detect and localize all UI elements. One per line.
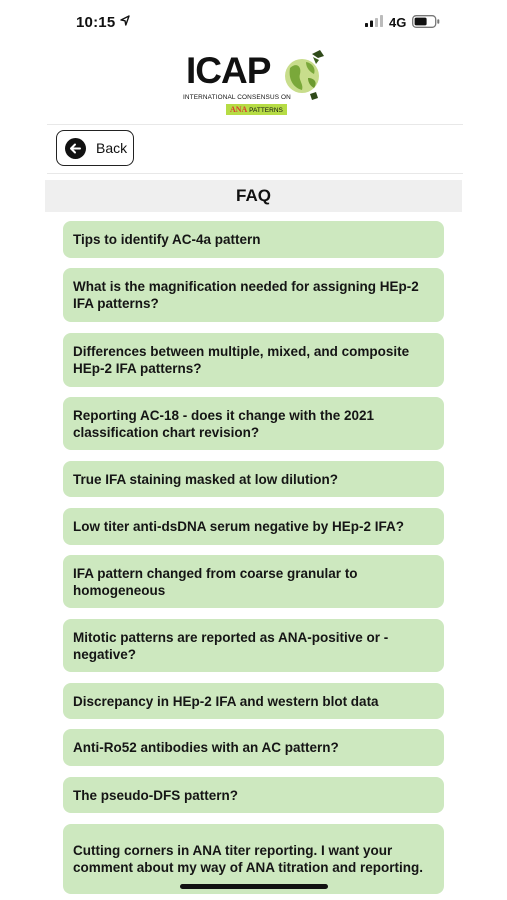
- logo-title: ICAP: [186, 50, 271, 91]
- faq-item[interactable]: [63, 729, 444, 766]
- faq-item[interactable]: [63, 555, 444, 608]
- faq-item[interactable]: [63, 221, 444, 258]
- logo-patterns-text: PATTERNS: [249, 107, 283, 114]
- location-arrow-icon: [120, 15, 130, 26]
- divider: [47, 124, 463, 125]
- faq-item[interactable]: [63, 777, 444, 813]
- arrow-left-icon: [65, 138, 86, 159]
- faq-item[interactable]: [63, 508, 444, 545]
- faq-item-label: Cutting corners in ANA titer reporting. I want your comment about my way of ANA titration and reporting.: [73, 843, 424, 875]
- icap-logo: [180, 42, 330, 120]
- logo-subtitle: INTERNATIONAL CONSENSUS ON: [183, 94, 291, 101]
- battery-icon: [412, 15, 440, 28]
- faq-item-label: True IFA staining masked at low dilution?: [73, 471, 339, 487]
- faq-item-label: The pseudo-DFS pattern?: [73, 787, 238, 803]
- back-button-label: Back: [96, 140, 128, 156]
- faq-item[interactable]: [63, 683, 444, 719]
- back-button[interactable]: [56, 130, 134, 166]
- signal-icon: [365, 15, 384, 27]
- faq-item-label: Mitotic patterns are reported as ANA-positive or -negative?: [73, 629, 389, 662]
- logo-ana-patterns: [226, 104, 287, 115]
- faq-item[interactable]: [63, 619, 444, 672]
- faq-item-label: Reporting AC-18 - does it change with the 2021 classification chart revision?: [73, 407, 375, 440]
- faq-item-label: Discrepancy in HEp-2 IFA and western blot data: [73, 693, 379, 709]
- faq-item[interactable]: [63, 397, 444, 450]
- status-bar: [0, 0, 507, 44]
- faq-item[interactable]: [63, 461, 444, 497]
- logo-ana-text: ANA: [230, 105, 248, 114]
- status-time: 10:15: [76, 14, 116, 31]
- faq-item[interactable]: [63, 268, 444, 322]
- faq-title: FAQ: [45, 180, 462, 212]
- faq-item-label: Anti-Ro52 antibodies with an AC pattern?: [73, 740, 339, 755]
- faq-item-label: Low titer anti-dsDNA serum negative by HEp-2 IFA?: [73, 519, 405, 534]
- network-type: 4G: [389, 15, 407, 30]
- faq-item-label: Tips to identify AC-4a pattern: [73, 232, 261, 247]
- home-indicator[interactable]: [180, 884, 328, 889]
- faq-item-label: Differences between multiple, mixed, and composite HEp-2 IFA patterns?: [73, 344, 410, 376]
- faq-item[interactable]: [63, 333, 444, 387]
- faq-item-label: IFA pattern changed from coarse granular to homogeneous: [73, 565, 358, 598]
- faq-item-label: What is the magnification needed for assigning HEp-2 IFA patterns?: [73, 279, 419, 311]
- divider: [47, 173, 463, 174]
